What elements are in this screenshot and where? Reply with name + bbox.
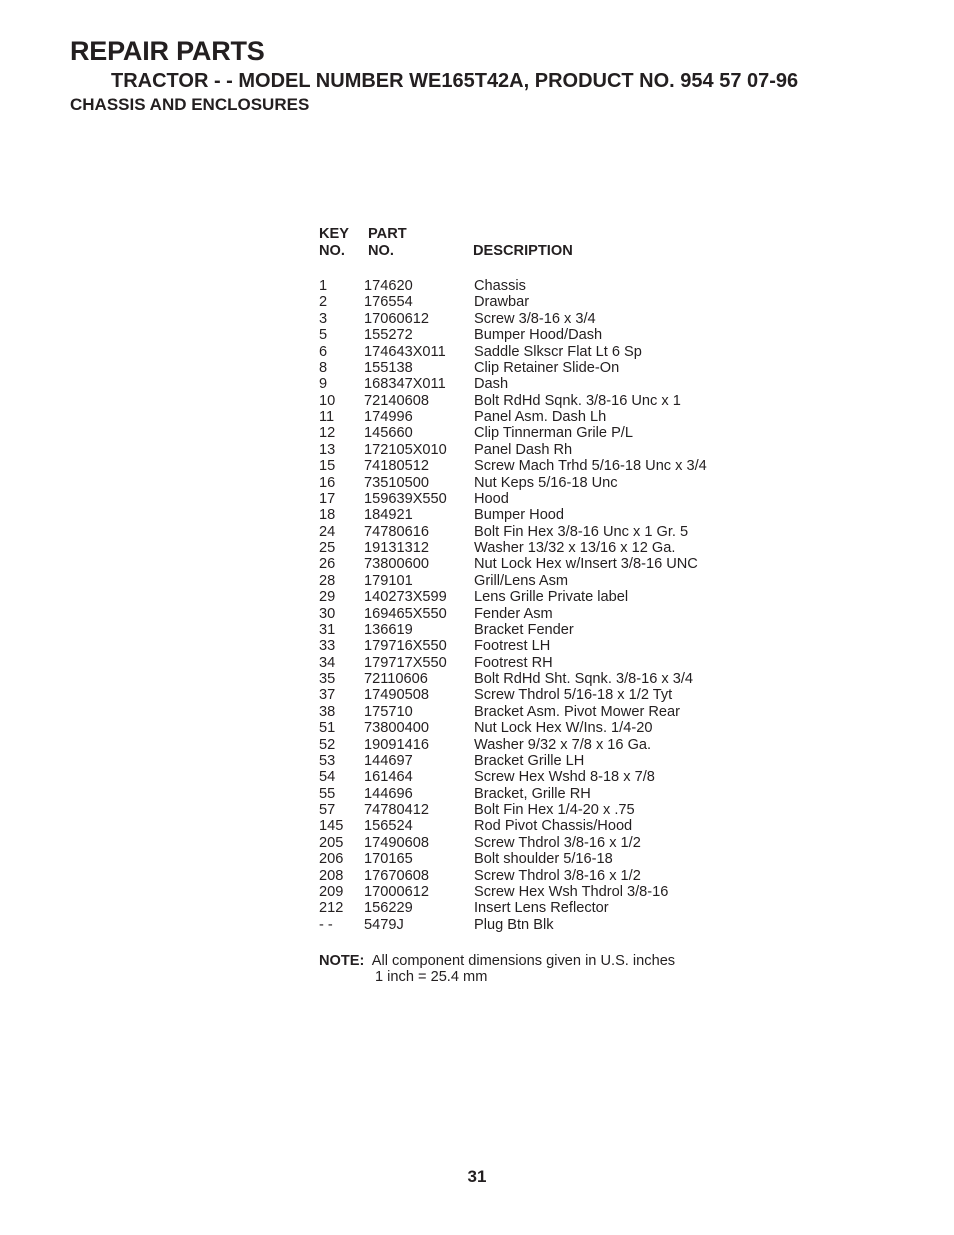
part-no-cell: 73510500	[364, 474, 429, 491]
part-no-cell: 17490608	[364, 834, 429, 851]
description-cell: Dash	[474, 376, 509, 393]
part-no-cell: 74780412	[364, 802, 429, 818]
key-no-cell: 28	[319, 572, 336, 589]
description-cell: Drawbar	[474, 294, 530, 311]
description-cell: Bolt RdHd Sht. Sqnk. 3/8-16 x 3/4	[474, 671, 694, 687]
part-no-cell: 174643X011	[364, 343, 446, 360]
description-header: DESCRIPTION	[473, 243, 573, 259]
key-no-cell: 13	[319, 441, 336, 458]
description-cell: Nut Keps 5/16-18 Unc	[474, 474, 618, 491]
description-cell: Chassis	[474, 278, 526, 294]
key-no-cell: 38	[319, 703, 336, 720]
part-no-cell: 159639X550	[364, 490, 447, 507]
description-cell: Plug Btn Blk	[474, 916, 554, 933]
part-no-cell: 179101	[364, 572, 413, 589]
part-no-cell: 73800600	[364, 556, 429, 573]
key-no-cell: 11	[319, 409, 335, 425]
part-no-cell: 74780616	[364, 523, 429, 540]
note-line-1: All component dimensions given in U.S. inches	[371, 953, 676, 969]
part-no-cell: 174620	[364, 278, 413, 294]
key-no-cell: 31	[319, 621, 336, 638]
section-title: CHASSIS AND ENCLOSURES	[70, 95, 310, 114]
key-no-cell: 145	[319, 818, 344, 835]
key-no-cell: 57	[319, 802, 336, 818]
key-no-cell: 29	[319, 589, 336, 606]
description-cell: Washer 9/32 x 7/8 x 16 Ga.	[474, 736, 652, 753]
description-cell: Nut Lock Hex w/Insert 3/8-16 UNC	[474, 556, 698, 573]
key-no-cell: 37	[319, 687, 336, 704]
description-cell: Footrest LH	[474, 638, 551, 655]
key-no-cell: 12	[319, 425, 336, 442]
key-no-cell: 8	[319, 359, 328, 376]
part-no-cell: 140273X599	[364, 589, 447, 606]
key-no-cell: 3	[319, 310, 328, 327]
description-cell: Insert Lens Reflector	[474, 900, 609, 917]
key-no-cell: 10	[319, 392, 336, 409]
part-no-cell: 19091416	[364, 736, 429, 753]
key-no-header-top: KEY	[319, 226, 350, 242]
part-no-cell: 17670608	[364, 867, 429, 884]
description-cell: Grill/Lens Asm	[474, 572, 569, 589]
key-no-cell: 18	[319, 507, 336, 524]
description-cell: Bracket Fender	[474, 621, 574, 638]
part-no-cell: 174996	[364, 409, 413, 425]
key-no-cell: - -	[319, 916, 333, 933]
key-no-cell: 30	[319, 605, 336, 622]
description-cell: Bumper Hood/Dash	[474, 327, 603, 344]
key-no-cell: 209	[319, 883, 344, 900]
description-cell: Lens Grille Private label	[474, 589, 629, 606]
part-no-cell: 72140608	[364, 392, 429, 409]
part-no-cell: 19131312	[364, 540, 429, 556]
part-no-cell: 179716X550	[364, 638, 447, 655]
part-no-cell: 156524	[364, 818, 413, 835]
key-no-cell: 24	[319, 523, 336, 540]
description-cell: Screw Hex Wsh Thdrol 3/8-16	[474, 883, 669, 900]
description-cell: Bracket, Grille RH	[474, 785, 591, 802]
part-no-cell: 144696	[364, 785, 413, 802]
key-no-cell: 2	[319, 294, 328, 311]
key-no-cell: 35	[319, 671, 336, 687]
key-no-cell: 51	[319, 720, 336, 737]
part-no-header-bottom: NO.	[368, 243, 394, 259]
part-no-cell: 184921	[364, 507, 413, 524]
key-no-header-bottom: NO.	[319, 243, 345, 259]
part-no-cell: 74180512	[364, 458, 429, 475]
description-cell: Clip Retainer Slide-On	[474, 359, 620, 376]
part-no-cell: 145660	[364, 425, 413, 442]
description-cell: Hood	[474, 490, 509, 507]
key-no-cell: 17	[319, 490, 336, 507]
part-no-cell: 176554	[364, 294, 413, 311]
description-cell: Screw 3/8-16 x 3/4	[474, 310, 596, 327]
description-cell: Bolt Fin Hex 1/4-20 x .75	[474, 802, 635, 818]
part-no-cell: 72110606	[364, 671, 428, 687]
page-number: 31	[467, 1167, 487, 1186]
part-no-cell: 155272	[364, 327, 413, 344]
key-no-cell: 15	[319, 458, 336, 475]
part-no-cell: 179717X550	[364, 654, 447, 671]
key-no-cell: 212	[319, 900, 344, 917]
key-no-cell: 5	[319, 327, 328, 344]
description-cell: Washer 13/32 x 13/16 x 12 Ga.	[474, 540, 676, 556]
description-cell: Bracket Grille LH	[474, 752, 585, 769]
part-no-cell: 17490508	[364, 687, 429, 704]
part-no-cell: 144697	[364, 752, 413, 769]
part-no-cell: 17000612	[364, 883, 429, 900]
description-cell: Rod Pivot Chassis/Hood	[474, 818, 633, 835]
model-subtitle: TRACTOR - - MODEL NUMBER WE165T42A, PRODUCT NO. 954 57 07-96	[111, 70, 799, 92]
description-cell: Bolt Fin Hex 3/8-16 Unc x 1 Gr. 5	[474, 523, 689, 540]
description-cell: Bolt RdHd Sqnk. 3/8-16 Unc x 1	[474, 392, 681, 409]
description-cell: Nut Lock Hex W/Ins. 1/4-20	[474, 720, 653, 737]
description-cell: Bumper Hood	[474, 507, 565, 524]
key-no-cell: 34	[319, 654, 336, 671]
part-no-cell: 136619	[364, 621, 413, 638]
description-cell: Fender Asm	[474, 605, 553, 622]
key-no-cell: 16	[319, 474, 336, 491]
part-no-cell: 156229	[364, 900, 413, 917]
part-no-cell: 155138	[364, 359, 413, 376]
description-cell: Bolt shoulder 5/16-18	[474, 851, 613, 868]
description-cell: Screw Mach Trhd 5/16-18 Unc x 3/4	[474, 458, 707, 475]
part-no-cell: 73800400	[364, 720, 429, 737]
page-title: REPAIR PARTS	[70, 36, 265, 66]
part-no-cell: 168347X011	[364, 376, 446, 393]
key-no-cell: 208	[319, 867, 344, 884]
part-no-cell: 17060612	[364, 310, 429, 327]
part-no-cell: 161464	[364, 769, 413, 786]
description-cell: Screw Thdrol 3/8-16 x 1/2	[474, 834, 641, 851]
note-line-2: 1 inch = 25.4 mm	[375, 969, 488, 986]
part-no-cell: 170165	[364, 851, 413, 868]
description-cell: Screw Hex Wshd 8-18 x 7/8	[474, 769, 655, 786]
key-no-cell: 52	[319, 736, 336, 753]
description-cell: Bracket Asm. Pivot Mower Rear	[474, 703, 680, 720]
part-no-cell: 172105X010	[364, 441, 447, 458]
key-no-cell: 206	[319, 851, 344, 868]
description-cell: Panel Dash Rh	[474, 441, 573, 458]
part-no-cell: 175710	[364, 703, 413, 720]
description-cell: Panel Asm. Dash Lh	[474, 409, 607, 425]
key-no-cell: 1	[319, 278, 328, 294]
key-no-cell: 26	[319, 556, 336, 573]
key-no-cell: 6	[319, 343, 328, 360]
description-cell: Clip Tinnerman Grile P/L	[474, 425, 633, 442]
key-no-cell: 9	[319, 376, 328, 393]
key-no-cell: 25	[319, 540, 336, 556]
part-no-cell: 169465X550	[364, 605, 447, 622]
part-no-cell: 5479J	[364, 916, 404, 933]
key-no-cell: 205	[319, 834, 344, 851]
part-no-header-top: PART	[368, 226, 407, 242]
note	[319, 953, 675, 986]
description-cell: Saddle Slkscr Flat Lt 6 Sp	[474, 343, 642, 360]
description-cell: Screw Thdrol 5/16-18 x 1/2 Tyt	[474, 687, 673, 704]
key-no-cell: 55	[319, 785, 336, 802]
note-label: NOTE:	[319, 953, 365, 969]
description-cell: Footrest RH	[474, 654, 553, 671]
key-no-cell: 53	[319, 752, 336, 769]
key-no-cell: 54	[319, 769, 336, 786]
description-cell: Screw Thdrol 3/8-16 x 1/2	[474, 867, 641, 884]
key-no-cell: 33	[319, 638, 336, 655]
